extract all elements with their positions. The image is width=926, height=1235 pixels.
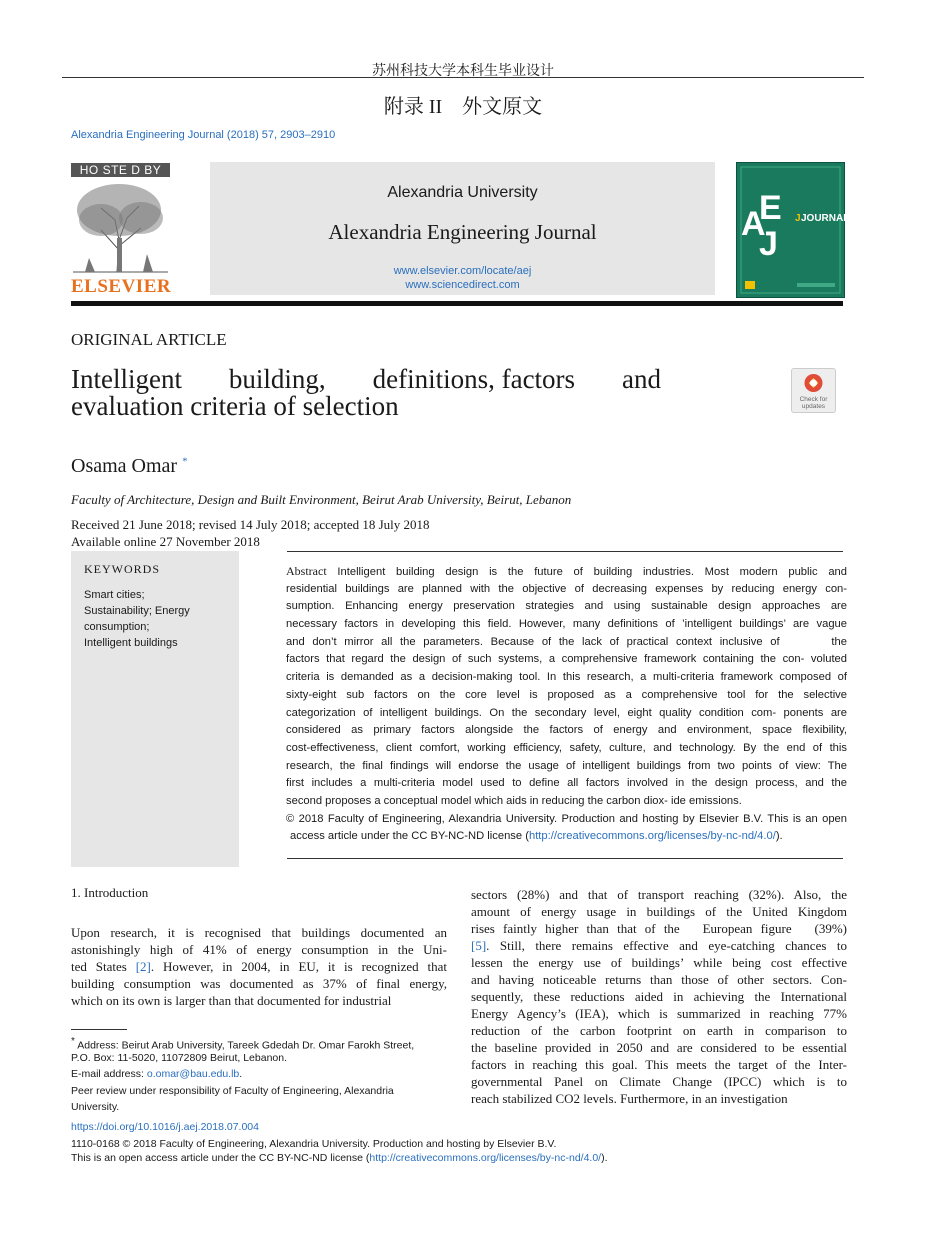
cover-journal-text: JOURNAL [801,213,850,224]
body-line: sequently, these reductions aided in achieving the International [471,989,847,1004]
author-affiliation: Faculty of Architecture, Design and Built Environment, Beirut Arab University, Beirut, Lebanon [71,492,572,507]
body-line: reduction of the carbon footprint on earth in comparison to [471,1023,847,1038]
body-line: building consumption was documented as 37% of final energy, [71,976,447,991]
article-type: ORIGINAL ARTICLE [71,330,227,349]
body-line: the baseline provided in 2050 and are considered to be essential [471,1040,847,1055]
keyword-line: Smart cities; [84,589,145,601]
body-line: sectors (28%) and that of transport reaching (32%). Also, the [471,887,847,902]
body-text: ted States [71,959,136,974]
svg-text:updates: updates [801,403,826,410]
svg-text:J: J [759,225,778,263]
check-for-updates-badge[interactable] [791,368,836,413]
body-line: amount of energy usage in buildings of the United Kingdom [471,904,847,919]
email-label: E-mail address: [71,1068,147,1080]
abstract-line: sixty-eight sub factors on the core level is proposed as a comprehensive tool for the selective [286,688,847,701]
footer-license-pre: This is an open access article under the CC BY-NC-ND license ( [71,1152,370,1164]
journal-citation[interactable]: Alexandria Engineering Journal (2018) 57, 2903–2910 [71,129,336,141]
footer-license-line [71,1152,608,1164]
body-line: Energy Agency’s (IEA), which is summarized in reaching 77% [471,1006,847,1021]
body-text: . However, in 2004, in EU, it is recognized that [150,959,447,974]
journal-cover [736,162,850,298]
peer-review-line: Peer review under responsibility of Faculty of Engineering, Alexandria [71,1085,394,1097]
footnote-address-line: P.O. Box: 11-5020, 11072809 Beirut, Lebanon. [71,1052,287,1064]
body-line: factors in reaching this goal. This meets the target of the Inter- [471,1057,847,1072]
license-link[interactable]: http://creativecommons.org/licenses/by-nc-nd/4.0/ [528,830,776,843]
section-heading-introduction: 1. Introduction [71,885,149,900]
abstract-line: and don’t mirror all the parameters. Because of the lack of practical context inclusive of the [286,635,847,648]
journal-url-sciencedirect[interactable]: www.sciencedirect.com [405,279,520,291]
author-name-text: Osama Omar [71,455,178,477]
journal-url-elsevier[interactable]: www.elsevier.com/locate/aej [393,265,532,277]
body-line: lessen the energy use of buildings’ while being cost effective [471,955,847,970]
abstract-line: categorization of intelligent buildings. On the secondary level, eight quality condition com- ponents are [286,706,847,719]
abstract-top-rule [287,551,843,552]
banner-rule [71,301,843,306]
appendix-title: 附录 II 外文原文 [383,96,543,118]
footnote-address-line [71,1034,414,1050]
abstract [286,563,847,846]
page-header-text: 苏州科技大学本科生毕业设计 [372,64,554,79]
elsevier-tree-logo [71,180,170,274]
svg-text:Check for: Check for [799,396,828,403]
doi-link[interactable]: https://doi.org/10.1016/j.aej.2018.07.004 [71,1121,259,1133]
issn-copyright-line: 1110-0168 © 2018 Faculty of Engineering, Alexandria University. Production and hosting by Elsevier B.V. [71,1138,557,1150]
title-word: building, [228,364,326,394]
available-online-date: Available online 27 November 2018 [71,534,260,549]
abstract-line: criteria is demanded as a decision-making tool. In this research, a multi-criteria framework composed of [286,671,847,684]
elsevier-logo-text: ELSEVIER [71,276,172,297]
header-rule [62,77,864,78]
svg-text:E: E [759,189,782,227]
title-word: and [622,364,661,394]
footer-license-link[interactable]: http://creativecommons.org/licenses/by-nc-nd/4.0/ [369,1152,602,1164]
abstract-copyright-line: © 2018 Faculty of Engineering, Alexandria University. Production and hosting by Elsevier B.V. This is an open [286,812,847,825]
keyword-line: consumption; [84,621,150,633]
abstract-line: sumption. Enhancing energy preservation strategies and using sustainable design approaches are [286,600,847,613]
abstract-license-line [286,828,847,846]
abstract-line: research, the final findings will endorse the usage of intelligent buildings from two points of view: The [286,759,847,772]
hosted-by-label: HO STE D BY [71,163,170,177]
title-word: definitions, factors [372,364,576,394]
body-line: reach stabilized CO2 levels. Furthermore, in an investigation [471,1091,788,1106]
body-line: rises faintly higher than that of the European figure (39%) [471,921,847,936]
footnote-address-text: Address: Beirut Arab University, Tareek Gdedah Dr. Omar Farokh Street, [77,1039,415,1052]
svg-text:A: A [741,205,766,243]
abstract-line: considered as primary factors alongside the factors of energy and environment, space flexibility, [286,724,847,737]
body-line [71,958,447,975]
keywords-title: KEYWORDS [84,562,160,576]
keyword-line: Sustainability; Energy [84,605,190,617]
article-title-line-2: evaluation criteria of selection [71,391,399,421]
title-word: Intelligent [71,364,182,394]
body-line: governmental Panel on Climate Change (IPCC) which is to [471,1074,847,1089]
body-line: which on its own is larger than that documented for industrial [71,993,392,1008]
journal-name: Alexandria Engineering Journal [328,220,597,244]
author-name [71,455,188,478]
abstract-first-line-text: Intelligent building design is the future of building industries. Most modern public and [337,566,847,578]
abstract-line: cost-effectiveness, client comfort, working efficiency, safety, culture, and technology. By the end of this [286,741,847,754]
license-post-text: ). [775,830,783,843]
abstract-line: factors that regard the design of such systems, a comprehensive framework containing the con- voluted [286,653,847,666]
abstract-line: first includes a multi-criteria model used to define all factors involved in the design process, and the [286,777,847,790]
abstract-line: residential buildings are planned with the objective of decreasing expenses by reducing energy con- [286,582,847,595]
body-line [471,937,847,954]
footer-license-post: ). [601,1152,608,1164]
abstract-bottom-rule [287,858,843,859]
abstract-line: second proposes a conceptual model which aids in reducing the carbon diox- ide emissions. [286,794,742,807]
abstract-line [286,563,847,581]
university-name: Alexandria University [387,184,538,201]
email-link[interactable]: o.omar@bau.edu.lb [146,1068,240,1080]
license-pre-text: access article under the CC BY-NC-ND license ( [290,830,529,843]
abstract-line: necessary factors in developing this field. However, many definitions of ’intelligent buildings’ are vague [286,618,847,631]
citation-link[interactable]: [5] [471,938,487,953]
body-line: astonishingly high of 41% of energy consumption in the Uni- [71,942,447,957]
body-text: . Still, there remains effective and eye-catching chances to [486,938,847,953]
received-dates: Received 21 June 2018; revised 14 July 2018; accepted 18 July 2018 [71,517,430,532]
peer-review-line: University. [71,1101,120,1113]
footnote-rule [71,1029,127,1030]
footnote-email-line [71,1066,242,1082]
citation-link[interactable]: [2] [135,959,151,974]
svg-text:J: J [795,213,801,224]
body-line: and having noticeable returns than those of other sectors. Con- [471,972,847,987]
author-footnote-mark[interactable]: * [182,455,188,468]
body-line: Upon research, it is recognised that buildings documented an [71,925,447,940]
email-post: . [239,1068,243,1080]
footnote-mark: * [71,1036,75,1047]
keyword-line: Intelligent buildings [84,637,178,649]
abstract-label: Abstract [286,564,327,578]
